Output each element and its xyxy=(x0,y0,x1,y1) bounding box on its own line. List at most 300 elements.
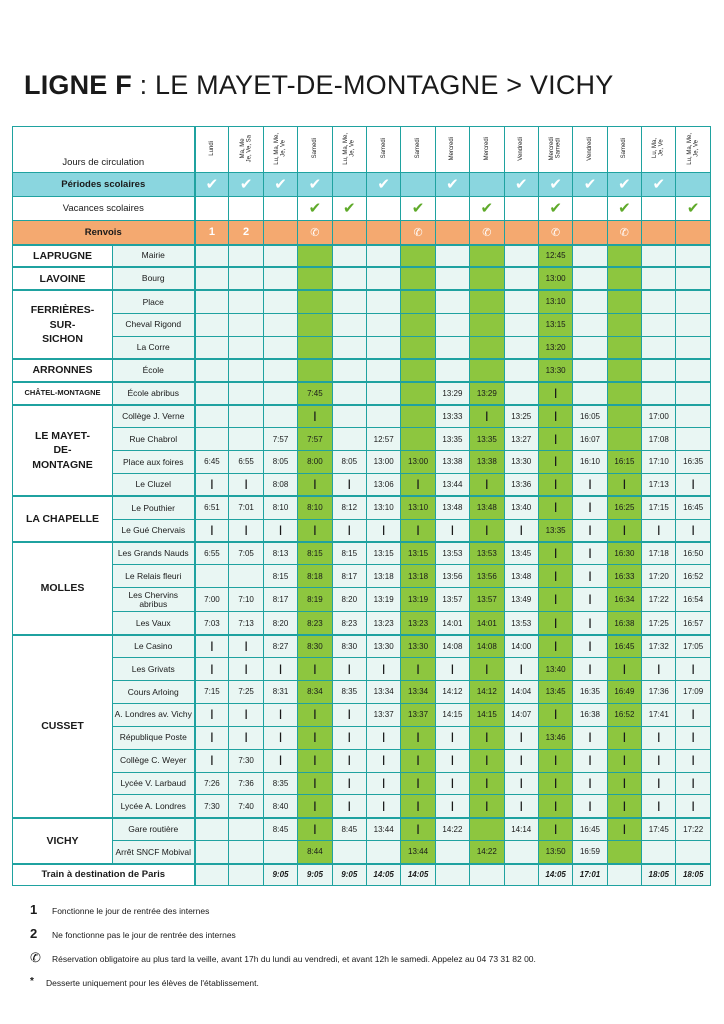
time-cell xyxy=(607,428,641,451)
time-cell: 13:46 xyxy=(538,726,572,749)
check-icon: ✔ xyxy=(549,176,562,193)
time-cell xyxy=(676,290,710,313)
time-cell xyxy=(366,336,400,359)
time-cell xyxy=(470,290,504,313)
renvoi-cell xyxy=(538,221,572,245)
time-cell xyxy=(676,267,710,290)
time-cell: 13:30 xyxy=(401,635,435,658)
periods-cell xyxy=(676,173,710,197)
time-cell: | xyxy=(229,658,263,681)
stop-name: Arrêt SNCF Mobival xyxy=(113,841,195,864)
time-cell: | xyxy=(538,818,572,841)
time-cell: | xyxy=(642,772,676,795)
stop-name: Place aux foires xyxy=(113,451,195,474)
time-cell: 13:36 xyxy=(504,473,538,496)
time-cell: | xyxy=(401,473,435,496)
time-cell: 17:22 xyxy=(642,588,676,612)
time-cell xyxy=(435,336,469,359)
check-icon: ✔ xyxy=(618,200,631,217)
check-icon: ✔ xyxy=(652,176,666,193)
stop-name: Lycée V. Larbaud xyxy=(113,772,195,795)
time-cell xyxy=(298,245,332,268)
time-cell: | xyxy=(538,428,572,451)
timetable-row xyxy=(13,405,711,428)
time-cell xyxy=(263,841,297,864)
time-cell: 17:08 xyxy=(642,428,676,451)
time-cell: | xyxy=(298,519,332,542)
time-cell: 17:13 xyxy=(642,473,676,496)
day-label: Ma, Me Je, Ve, Sa xyxy=(239,134,253,163)
time-cell: 8:10 xyxy=(263,496,297,519)
train-time xyxy=(435,864,469,886)
time-cell xyxy=(573,313,607,336)
time-cell xyxy=(401,313,435,336)
time-cell: | xyxy=(573,519,607,542)
check-icon: ✔ xyxy=(308,200,322,217)
day-header xyxy=(366,127,400,173)
time-cell: 7:25 xyxy=(229,681,263,704)
time-cell: 8:00 xyxy=(298,451,332,474)
time-cell: 13:19 xyxy=(366,588,400,612)
time-cell: | xyxy=(504,519,538,542)
time-cell: 13:30 xyxy=(504,451,538,474)
day-label: Samedi xyxy=(380,138,387,159)
train-time: 17:01 xyxy=(573,864,607,886)
timetable-row xyxy=(13,473,711,496)
time-cell xyxy=(195,359,229,382)
check-icon: ✔ xyxy=(274,176,287,193)
time-cell xyxy=(676,428,710,451)
holidays-cell xyxy=(435,197,469,221)
timetable-row xyxy=(13,221,711,245)
day-header xyxy=(504,127,538,173)
time-cell: 8:23 xyxy=(298,612,332,635)
timetable-row xyxy=(13,726,711,749)
time-cell: | xyxy=(229,519,263,542)
time-cell: 14:12 xyxy=(470,681,504,704)
day-header xyxy=(573,127,607,173)
time-cell: 13:27 xyxy=(504,428,538,451)
time-cell: | xyxy=(263,658,297,681)
time-cell: | xyxy=(573,772,607,795)
time-cell: 13:48 xyxy=(470,496,504,519)
time-cell: 13:30 xyxy=(366,635,400,658)
time-cell: | xyxy=(298,405,332,428)
time-cell xyxy=(263,313,297,336)
time-cell: 14:14 xyxy=(504,818,538,841)
time-cell: 13:34 xyxy=(401,681,435,704)
check-icon: ✔ xyxy=(411,200,425,217)
time-cell xyxy=(470,313,504,336)
time-cell: 16:54 xyxy=(676,588,710,612)
time-cell xyxy=(642,313,676,336)
time-cell xyxy=(642,267,676,290)
time-cell xyxy=(676,841,710,864)
time-cell: 13:38 xyxy=(435,451,469,474)
stop-name: École xyxy=(113,359,195,382)
time-cell xyxy=(470,818,504,841)
time-cell: | xyxy=(607,749,641,772)
time-cell: 17:18 xyxy=(642,542,676,565)
time-cell: 16:10 xyxy=(573,451,607,474)
time-cell: 17:20 xyxy=(642,565,676,588)
time-cell: | xyxy=(263,749,297,772)
time-cell: 8:45 xyxy=(263,818,297,841)
train-time: 18:05 xyxy=(642,864,676,886)
page-title xyxy=(24,70,613,101)
time-cell xyxy=(229,428,263,451)
time-cell: | xyxy=(401,519,435,542)
time-cell: 13:56 xyxy=(435,565,469,588)
time-cell: 8:08 xyxy=(263,473,297,496)
train-time: 9:05 xyxy=(263,864,297,886)
time-cell: | xyxy=(332,772,366,795)
time-cell: | xyxy=(538,542,572,565)
stop-name: Le Casino xyxy=(113,635,195,658)
timetable xyxy=(12,126,711,886)
renvoi-cell xyxy=(676,221,710,245)
time-cell: | xyxy=(573,565,607,588)
days-label: Jours de circulation xyxy=(13,127,195,173)
time-cell: | xyxy=(263,726,297,749)
time-cell: | xyxy=(573,612,607,635)
time-cell xyxy=(607,359,641,382)
time-cell: 16:45 xyxy=(573,818,607,841)
time-cell: 7:03 xyxy=(195,612,229,635)
time-cell xyxy=(332,267,366,290)
stop-name: Place xyxy=(113,290,195,313)
time-cell xyxy=(504,267,538,290)
day-label: Lu, Ma, Me, Je, Ve xyxy=(342,132,356,165)
time-cell: 13:30 xyxy=(538,359,572,382)
holidays-cell xyxy=(538,197,572,221)
time-cell: 16:35 xyxy=(676,451,710,474)
timetable-row xyxy=(13,864,711,886)
phone-icon: ✆ xyxy=(551,226,561,239)
time-cell: | xyxy=(195,703,229,726)
time-cell: 13:23 xyxy=(366,612,400,635)
time-cell xyxy=(504,313,538,336)
stop-name: La Corre xyxy=(113,336,195,359)
day-label: Lundi xyxy=(208,141,215,156)
time-cell: 8:13 xyxy=(263,542,297,565)
renvoi-cell xyxy=(332,221,366,245)
renvoi-cell xyxy=(263,221,297,245)
time-cell xyxy=(642,245,676,268)
time-cell: 13:25 xyxy=(504,405,538,428)
time-cell: 13:37 xyxy=(401,703,435,726)
time-cell: 13:00 xyxy=(366,451,400,474)
time-cell: | xyxy=(332,658,366,681)
phone-icon: ✆ xyxy=(619,226,629,239)
holidays-cell xyxy=(195,197,229,221)
time-cell: 13:10 xyxy=(401,496,435,519)
time-cell: 17:32 xyxy=(642,635,676,658)
time-cell: | xyxy=(676,772,710,795)
time-cell xyxy=(642,359,676,382)
time-cell: | xyxy=(195,519,229,542)
time-cell xyxy=(676,245,710,268)
check-icon: ✔ xyxy=(549,200,562,217)
time-cell: | xyxy=(470,473,504,496)
time-cell xyxy=(470,267,504,290)
stop-name: Le Cluzel xyxy=(113,473,195,496)
time-cell: | xyxy=(573,635,607,658)
time-cell xyxy=(195,290,229,313)
train-time: 9:05 xyxy=(298,864,332,886)
time-cell: 13:57 xyxy=(470,588,504,612)
time-cell: | xyxy=(676,519,710,542)
check-icon: ✔ xyxy=(583,176,597,193)
check-icon: ✔ xyxy=(377,176,390,193)
time-cell: 8:17 xyxy=(332,565,366,588)
time-cell xyxy=(298,336,332,359)
time-cell: 13:44 xyxy=(366,818,400,841)
stop-name: Collège J. Verne xyxy=(113,405,195,428)
periods-label: Périodes scolaires xyxy=(13,173,195,197)
time-cell: | xyxy=(504,658,538,681)
time-cell: | xyxy=(332,795,366,818)
time-cell: 13:53 xyxy=(435,542,469,565)
time-cell: 17:09 xyxy=(676,681,710,704)
day-header xyxy=(298,127,332,173)
day-header xyxy=(607,127,641,173)
train-time: 18:05 xyxy=(676,864,710,886)
time-cell: | xyxy=(573,658,607,681)
renvoi-cell xyxy=(401,221,435,245)
time-cell xyxy=(366,841,400,864)
town-name: CHÂTEL-MONTAGNE xyxy=(13,382,113,405)
holidays-cell xyxy=(470,197,504,221)
time-cell: | xyxy=(573,795,607,818)
day-label: Lu, Ma, Je, Ve xyxy=(652,138,665,159)
time-cell: | xyxy=(642,519,676,542)
time-cell xyxy=(229,405,263,428)
renvoi-cell xyxy=(470,221,504,245)
time-cell: 7:26 xyxy=(195,772,229,795)
time-cell xyxy=(332,841,366,864)
timetable-row xyxy=(13,818,711,841)
time-cell: 16:07 xyxy=(573,428,607,451)
time-cell: 13:45 xyxy=(538,681,572,704)
time-cell xyxy=(435,245,469,268)
time-cell: 16:50 xyxy=(676,542,710,565)
time-cell xyxy=(504,290,538,313)
day-label: Samedi xyxy=(621,138,628,159)
time-cell: 6:51 xyxy=(195,496,229,519)
time-cell: 16:35 xyxy=(573,681,607,704)
renvoi-cell xyxy=(298,221,332,245)
time-cell xyxy=(229,290,263,313)
time-cell: 7:40 xyxy=(229,795,263,818)
time-cell: 7:36 xyxy=(229,772,263,795)
timetable-row xyxy=(13,681,711,704)
time-cell: | xyxy=(366,772,400,795)
train-time: 14:05 xyxy=(538,864,572,886)
time-cell xyxy=(607,290,641,313)
time-cell xyxy=(401,428,435,451)
time-cell: | xyxy=(298,772,332,795)
time-cell xyxy=(504,245,538,268)
time-cell xyxy=(607,336,641,359)
time-cell: 13:15 xyxy=(538,313,572,336)
time-cell xyxy=(504,336,538,359)
time-cell: 13:15 xyxy=(366,542,400,565)
time-cell: 13:10 xyxy=(538,290,572,313)
time-cell: 8:05 xyxy=(332,451,366,474)
time-cell xyxy=(676,359,710,382)
time-cell xyxy=(195,841,229,864)
time-cell: | xyxy=(676,703,710,726)
day-header xyxy=(470,127,504,173)
time-cell: | xyxy=(435,726,469,749)
time-cell xyxy=(401,245,435,268)
time-cell: 14:15 xyxy=(470,703,504,726)
time-cell xyxy=(401,267,435,290)
time-cell xyxy=(229,818,263,841)
time-cell: | xyxy=(642,749,676,772)
renvoi-number: 1 xyxy=(208,226,216,239)
periods-cell xyxy=(538,173,572,197)
renvois-label: Renvois xyxy=(13,221,195,245)
time-cell xyxy=(229,336,263,359)
day-header xyxy=(195,127,229,173)
stop-name: Collège C. Weyer xyxy=(113,749,195,772)
time-cell: 7:15 xyxy=(195,681,229,704)
time-cell: | xyxy=(538,749,572,772)
timetable-row xyxy=(13,519,711,542)
time-cell: | xyxy=(401,658,435,681)
time-cell: 8:20 xyxy=(332,588,366,612)
time-cell: 13:18 xyxy=(366,565,400,588)
time-cell: | xyxy=(332,703,366,726)
timetable-row xyxy=(13,313,711,336)
time-cell: | xyxy=(298,749,332,772)
periods-cell xyxy=(642,173,676,197)
time-cell: 17:25 xyxy=(642,612,676,635)
time-cell: | xyxy=(435,658,469,681)
time-cell: 13:53 xyxy=(470,542,504,565)
time-cell: | xyxy=(642,795,676,818)
time-cell: | xyxy=(607,473,641,496)
time-cell: 7:13 xyxy=(229,612,263,635)
time-cell: 8:15 xyxy=(298,542,332,565)
day-label: Lu, Ma, Me, Je, Ve xyxy=(274,132,287,165)
check-icon: ✔ xyxy=(618,176,631,193)
time-cell: 17:22 xyxy=(676,818,710,841)
time-cell: 13:23 xyxy=(401,612,435,635)
legend-text: Desserte uniquement pour les élèves de l'établissement. xyxy=(46,978,259,988)
periods-cell xyxy=(298,173,332,197)
time-cell: 6:55 xyxy=(195,542,229,565)
time-cell: | xyxy=(263,519,297,542)
time-cell: | xyxy=(538,405,572,428)
timetable-row xyxy=(13,749,711,772)
periods-cell xyxy=(229,173,263,197)
train-time xyxy=(229,864,263,886)
time-cell: 13:44 xyxy=(401,841,435,864)
time-cell: | xyxy=(573,588,607,612)
time-cell: | xyxy=(401,726,435,749)
day-header xyxy=(676,127,710,173)
time-cell: 8:19 xyxy=(298,588,332,612)
time-cell: 14:22 xyxy=(470,841,504,864)
train-time: 14:05 xyxy=(401,864,435,886)
time-cell xyxy=(470,245,504,268)
time-cell: 16:59 xyxy=(573,841,607,864)
renvoi-cell xyxy=(642,221,676,245)
train-time xyxy=(607,864,641,886)
time-cell: | xyxy=(573,726,607,749)
time-cell xyxy=(195,565,229,588)
holidays-cell xyxy=(263,197,297,221)
time-cell: | xyxy=(229,635,263,658)
time-cell: | xyxy=(538,635,572,658)
time-cell: | xyxy=(229,473,263,496)
time-cell xyxy=(332,313,366,336)
time-cell: 8:35 xyxy=(263,772,297,795)
time-cell xyxy=(401,336,435,359)
holidays-label: Vacances scolaires xyxy=(13,197,195,221)
time-cell: 8:30 xyxy=(332,635,366,658)
time-cell: 17:36 xyxy=(642,681,676,704)
time-cell: 7:10 xyxy=(229,588,263,612)
holidays-cell xyxy=(332,197,366,221)
time-cell xyxy=(263,359,297,382)
time-cell xyxy=(195,818,229,841)
time-cell: 8:35 xyxy=(332,681,366,704)
time-cell xyxy=(263,382,297,405)
time-cell xyxy=(573,245,607,268)
time-cell: 14:00 xyxy=(504,635,538,658)
time-cell xyxy=(298,290,332,313)
time-cell: | xyxy=(573,473,607,496)
day-label: Samedi xyxy=(311,138,318,159)
time-cell: | xyxy=(435,519,469,542)
time-cell: 13:35 xyxy=(435,428,469,451)
time-cell: 16:15 xyxy=(607,451,641,474)
time-cell xyxy=(607,405,641,428)
time-cell xyxy=(229,267,263,290)
time-cell: | xyxy=(607,772,641,795)
time-cell: 14:07 xyxy=(504,703,538,726)
holidays-cell xyxy=(607,197,641,221)
stop-name: République Poste xyxy=(113,726,195,749)
time-cell xyxy=(366,382,400,405)
time-cell: 8:31 xyxy=(263,681,297,704)
time-cell: | xyxy=(470,772,504,795)
time-cell: 14:01 xyxy=(470,612,504,635)
time-cell: 13:35 xyxy=(470,428,504,451)
renvoi-cell xyxy=(366,221,400,245)
time-cell xyxy=(366,290,400,313)
stop-name: Cheval Rigond xyxy=(113,313,195,336)
time-cell xyxy=(607,382,641,405)
holidays-cell xyxy=(642,197,676,221)
timetable-row xyxy=(13,428,711,451)
time-cell xyxy=(332,290,366,313)
time-cell xyxy=(676,405,710,428)
time-cell xyxy=(435,841,469,864)
timetable-row xyxy=(13,703,711,726)
timetable-row xyxy=(13,565,711,588)
time-cell xyxy=(573,382,607,405)
timetable-row xyxy=(13,359,711,382)
check-icon: ✔ xyxy=(480,200,494,217)
day-label: Mercredi Samedi xyxy=(549,136,562,161)
stop-name: Lycée A. Londres xyxy=(113,795,195,818)
time-cell xyxy=(332,405,366,428)
